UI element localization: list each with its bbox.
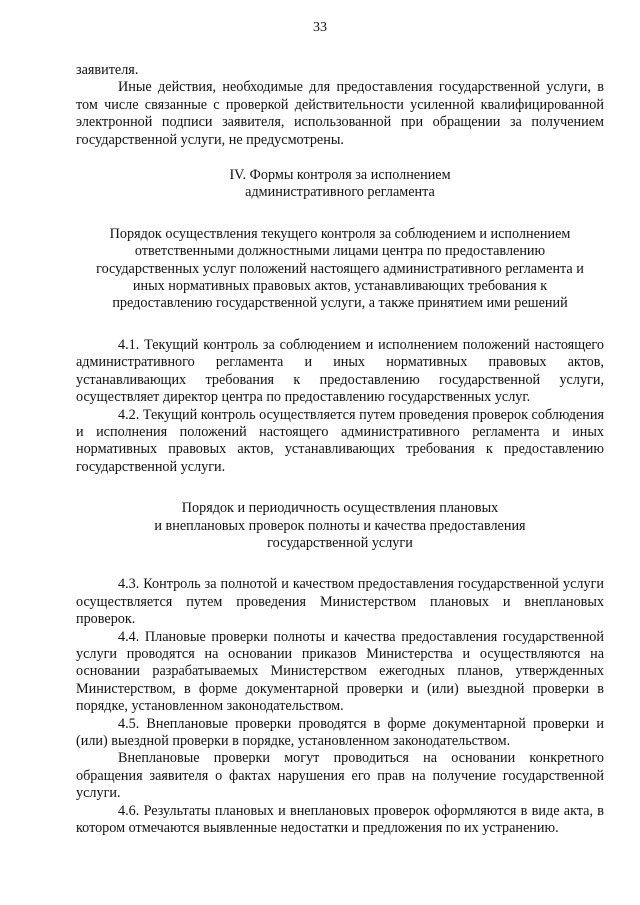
paragraph-4-1: 4.1. Текущий контроль за соблюдением и исполнением положений настоящего административного регламента и иных нормативных правовых актов, устанавливающих требования к предоставлению государственной услуги, осуществляет директор центра по предоставлению государственных услуг. [76, 336, 604, 406]
paragraph-4-2: 4.2. Текущий контроль осуществляется путем проведения проверок соблюдения и исполнения положений настоящего административного регламента и иных нормативных правовых актов, устанавливающих требования к предоставлению государственной услуги. [76, 406, 604, 475]
document-body [76, 62, 604, 837]
paragraph-other-actions: Иные действия, необходимые для предоставления государственной услуги, в том числе связанные с проверкой действительности усиленной квалифицированной электронной подписи заявителя, использованной при обращении за получением государственной услуги, не предусмотрены. [76, 79, 604, 148]
subsection-title-current-control [76, 226, 604, 313]
paragraph-4-5: 4.5. Внеплановые проверки проводятся в форме документарной проверки и (или) выездной проверки в порядке, установленном законодательством. [76, 715, 604, 749]
section-title [76, 167, 604, 202]
subsection-title-line: и внеплановых проверок полноты и качества предоставления [154, 517, 526, 534]
subsection-title-line: ответственными должностными лицами центра по предоставлению [134, 243, 546, 260]
subsection-title-line: государственных услуг положений настоящего административного регламента и [96, 260, 584, 277]
paragraph-continuation: заявителя. [76, 62, 139, 78]
paragraph-4-4: 4.4. Плановые проверки полноты и качества предоставления государственной услуги проводятся на основании приказов Министерства и осуществляются на основании разрабатываемых Министерством ежегодных планов, утвержденных Министерством, в форме документарной проверки и (или) выездной проверки в порядке, установленном законодательством. [76, 628, 604, 715]
section-title-line: административного регламента [245, 184, 435, 201]
subsection-title-line: предоставлению государственной услуги, а также принятием ими решений [112, 295, 568, 312]
subsection-title-line: иных нормативных правовых актов, устанавливающих требования к [132, 278, 548, 295]
subsection-title-line: государственной услуги [267, 534, 413, 551]
section-title-line: IV. Формы контроля за исполнением [229, 167, 451, 184]
paragraph-unplanned-inspections: Внеплановые проверки могут проводиться на основании конкретного обращения заявителя о фактах нарушения его прав на получение государственной услуги. [76, 750, 604, 802]
subsection-title-line: Порядок и периодичность осуществления плановых [181, 500, 499, 517]
page-number: 33 [313, 20, 327, 35]
paragraph-4-3: 4.3. Контроль за полнотой и качеством предоставления государственной услуги осуществляется путем проведения Министерством плановых и внеплановых проверок. [76, 576, 604, 628]
subsection-title-inspections [76, 500, 604, 552]
subsection-title-line: Порядок осуществления текущего контроля за соблюдением и исполнением [109, 225, 571, 242]
paragraph-4-6: 4.6. Результаты плановых и внеплановых проверок оформляются в виде акта, в котором отмечаются выявленные недостатки и предложения по их устранению. [76, 802, 604, 837]
